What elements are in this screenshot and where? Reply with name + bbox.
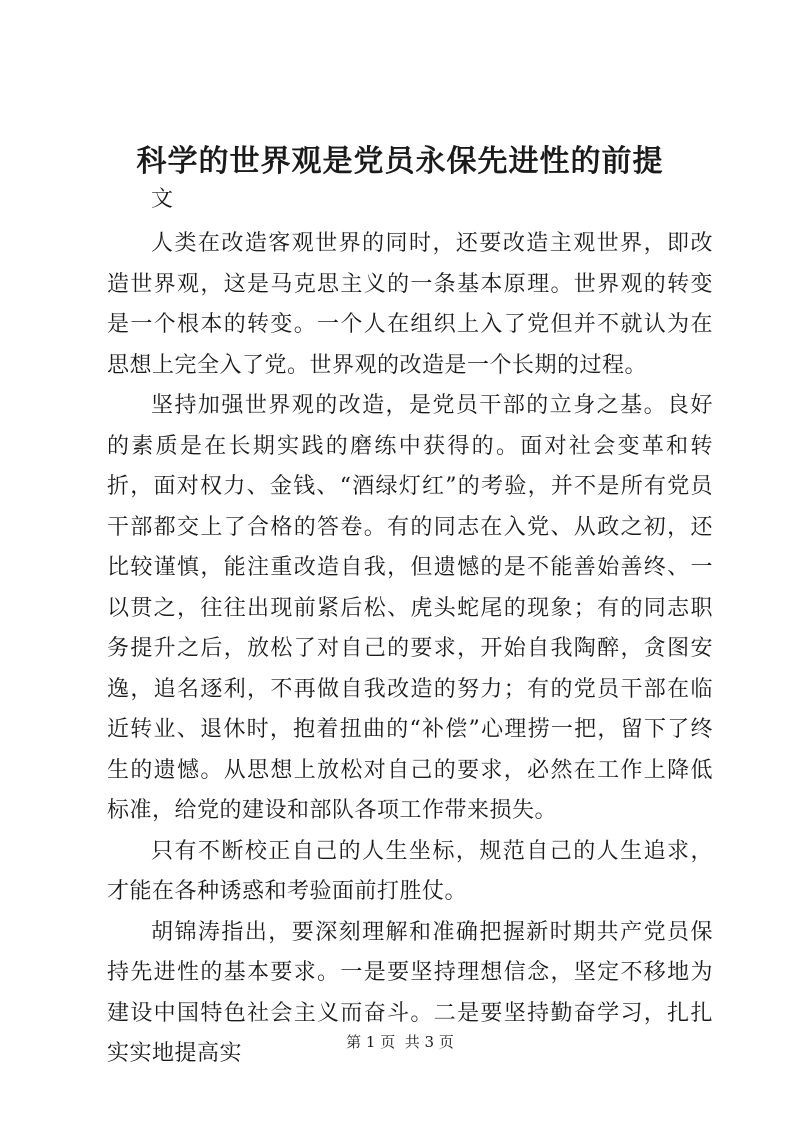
page-number: 第 1 页 共 3 页 — [346, 1033, 454, 1051]
page-footer — [0, 1031, 800, 1053]
paragraph-4: 胡锦涛指出，要深刻理解和准确把握新时期共产党员保持先进性的基本要求。一是要坚持理想信念，坚定不移地为建设中国特色社会主义而奋斗。二是要坚持勤奋学习，扎扎实实地提高实 — [107, 919, 713, 1066]
paragraph-1: 人类在改造客观世界的同时，还要改造主观世界，即改造世界观，这是马克思主义的一条基本原理。世界观的转变是一个根本的转变。一个人在组织上入了党但并不就认为在思想上完全入了党。世界观的改造是一个长期的过程。 — [107, 231, 713, 378]
paragraph-3: 只有不断校正自己的人生坐标，规范自己的人生追求，才能在各种诱惑和考验面前打胜仗。 — [107, 838, 713, 904]
paragraph-2: 坚持加强世界观的改造，是党员干部的立身之基。良好的素质是在长期实践的磨练中获得的。面对社会变革和转折，面对权力、金钱、“酒绿灯红”的考验，并不是所有党员干部都交上了合格的答卷。有的同志在入党、从政之初，还比较谨慎，能注重改造自我，但遗憾的是不能善始善终、一以贯之，往往出现前紧后松、虎头蛇尾的现象；有的同志职务提升之后，放松了对自己的要求，开始自我陶醉，贪图安逸，追名逐利，不再做自我改造的努力；有的党员干部在临近转业、退休时，抱着扭曲的“补偿”心理捞一把，留下了终生的遗憾。从思想上放松对自己的要求，必然在工作上降低标准，给党的建设和部队各项工作带来损失。 — [107, 393, 713, 823]
document-title: 科学的世界观是党员永保先进性的前提 — [136, 144, 664, 179]
document-body — [107, 224, 713, 1075]
document-author: 文 — [151, 187, 174, 212]
